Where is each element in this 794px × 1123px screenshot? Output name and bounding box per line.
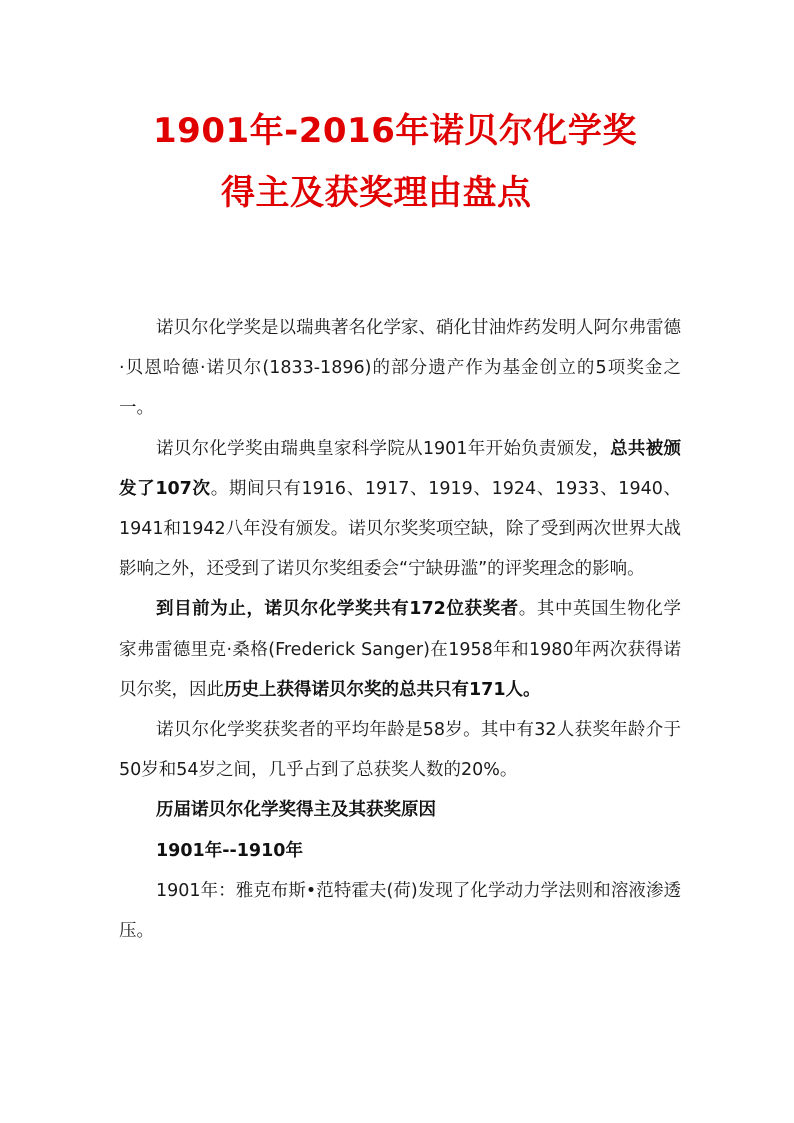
section-heading-decade: 1901年--1910年 [156,840,303,861]
section-heading-laureates: 历届诺贝尔化学奖得主及其获奖原因 [156,800,436,821]
paragraph-laureates [119,589,681,710]
laureate-count-highlight: 到目前为止，诺贝尔化学奖共有172位获奖者 [156,599,519,620]
award-history-text-b: 。期间只有1916、1917、1919、1924、1933、1940、1941和1942八年没有颁发。诺贝尔奖奖项空缺，除了受到两次世界大战影响之外，还受到了诺贝尔奖组委会“宁缺毋滥”的评奖理念的影响。 [119,478,682,580]
unique-laureate-highlight: 历史上获得诺贝尔奖的总共只有171人。 [224,679,541,700]
document-title-line-2: 得主及获奖理由盘点 [221,173,532,213]
paragraph-average-age: 诺贝尔化学奖获奖者的平均年龄是58岁。其中有32人获奖年龄介于50岁和54岁之间，几乎占到了总获奖人数的20%。 [119,720,681,781]
award-history-text-a: 诺贝尔化学奖由瑞典皇家科学院从1901年开始负责颁发， [156,438,611,459]
paragraph-intro: 诺贝尔化学奖是以瑞典著名化学家、硝化甘油炸药发明人阿尔弗雷德·贝恩哈德·诺贝尔(1833-1896)的部分遗产作为基金创立的5项奖金之一。 [119,318,681,419]
paragraph-award-history [119,429,681,590]
award-count-highlight: 总共被颁发了107次 [119,438,681,499]
laureates-text: 。其中英国生物化学家弗雷德里克·桑格(Frederick Sanger)在1958年和1980年两次获得诺贝尔奖，因此 [119,599,681,700]
document-body [119,308,681,951]
document-title-line-1: 1901年-2016年诺贝尔化学奖 [153,111,637,151]
paragraph-1901-laureate: 1901年：雅克布斯•范特霍夫(荷)发现了化学动力学法则和溶液渗透压。 [119,880,681,942]
